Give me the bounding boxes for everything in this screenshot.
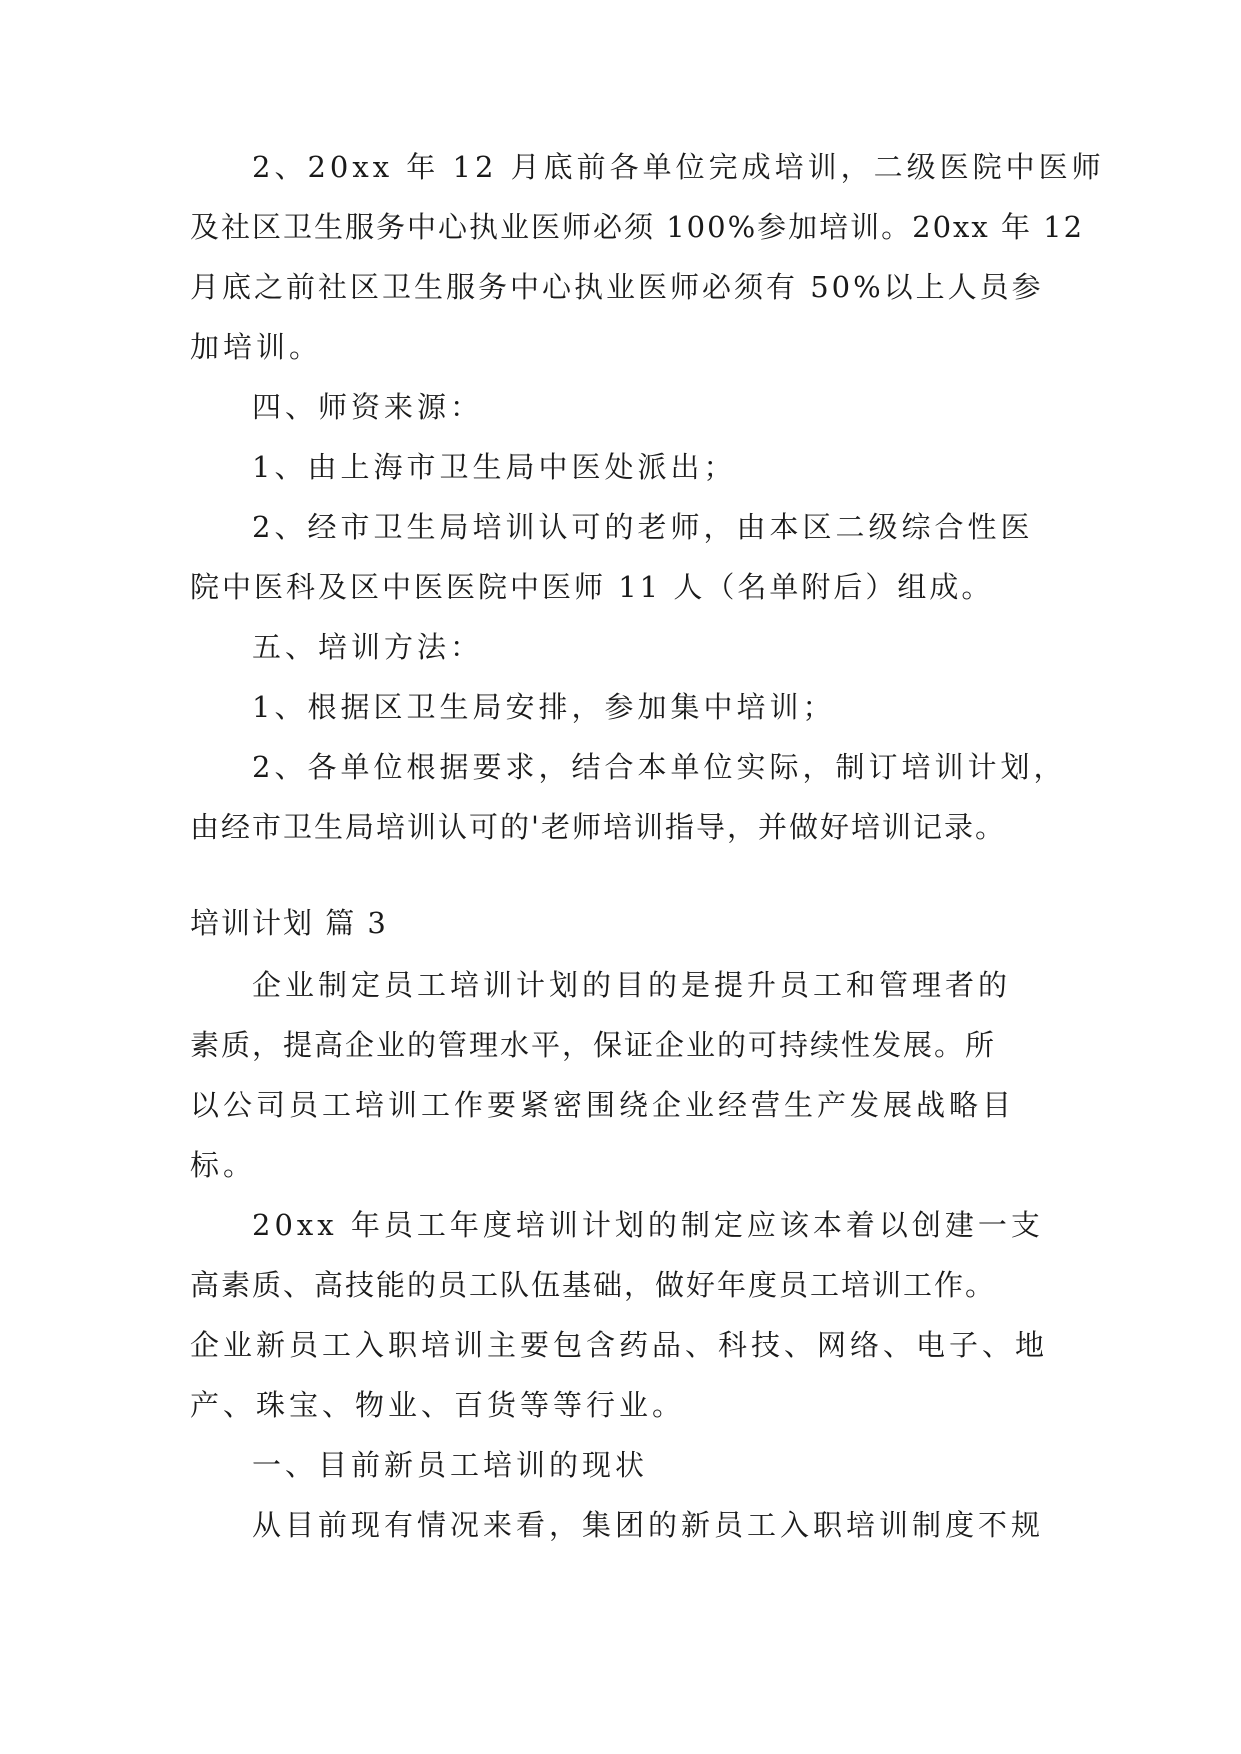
section-heading: 四、师资来源： xyxy=(252,390,484,424)
paragraph-line: 素质，提高企业的管理水平，保证企业的可持续性发展。所 xyxy=(190,1028,997,1062)
section-heading: 五、培训方法： xyxy=(252,630,484,664)
paragraph-line: 企业新员工入职培训主要包含药品、科技、网络、电子、地 xyxy=(190,1328,1049,1362)
paragraph-line: 从目前现有情况来看，集团的新员工入职培训制度不规 xyxy=(252,1508,1045,1542)
paragraph-line: 产、珠宝、物业、百货等等行业。 xyxy=(190,1388,686,1422)
paragraph-line: 月底之前社区卫生服务中心执业医师必须有 50%以上人员参 xyxy=(190,270,1044,304)
paragraph-line: 院中医科及区中医医院中医师 11 人（名单附后）组成。 xyxy=(190,570,994,604)
list-item: 1、根据区卫生局安排，参加集中培训； xyxy=(252,690,836,724)
list-item: 1、由上海市卫生局中医处派出； xyxy=(252,450,737,484)
paragraph-line: 高素质、高技能的员工队伍基础，做好年度员工培训工作。 xyxy=(190,1268,997,1302)
paragraph-line: 标。 xyxy=(190,1148,257,1182)
article-title: 培训计划 篇 3 xyxy=(190,906,388,940)
section-heading: 一、目前新员工培训的现状 xyxy=(252,1448,649,1482)
paragraph-line: 及社区卫生服务中心执业医师必须 100%参加培训。20xx 年 12 xyxy=(190,210,1085,244)
paragraph-line: 以公司员工培训工作要紧密围绕企业经营生产发展战略目 xyxy=(190,1088,1016,1122)
list-item: 2、经市卫生局培训认可的老师，由本区二级综合性医 xyxy=(252,510,1034,544)
paragraph-line: 加培训。 xyxy=(190,330,323,364)
list-item: 2、各单位根据要求，结合本单位实际，制订培训计划， xyxy=(252,750,1067,784)
paragraph-line: 2、20xx 年 12 月底前各单位完成培训，二级医院中医师 xyxy=(252,150,1105,184)
paragraph-line: 由经市卫生局培训认可的'老师培训指导，并做好培训记录。 xyxy=(190,810,1006,844)
paragraph-line: 企业制定员工培训计划的目的是提升员工和管理者的 xyxy=(252,968,1012,1002)
paragraph-line: 20xx 年员工年度培训计划的制定应该本着以创建一支 xyxy=(252,1208,1044,1242)
